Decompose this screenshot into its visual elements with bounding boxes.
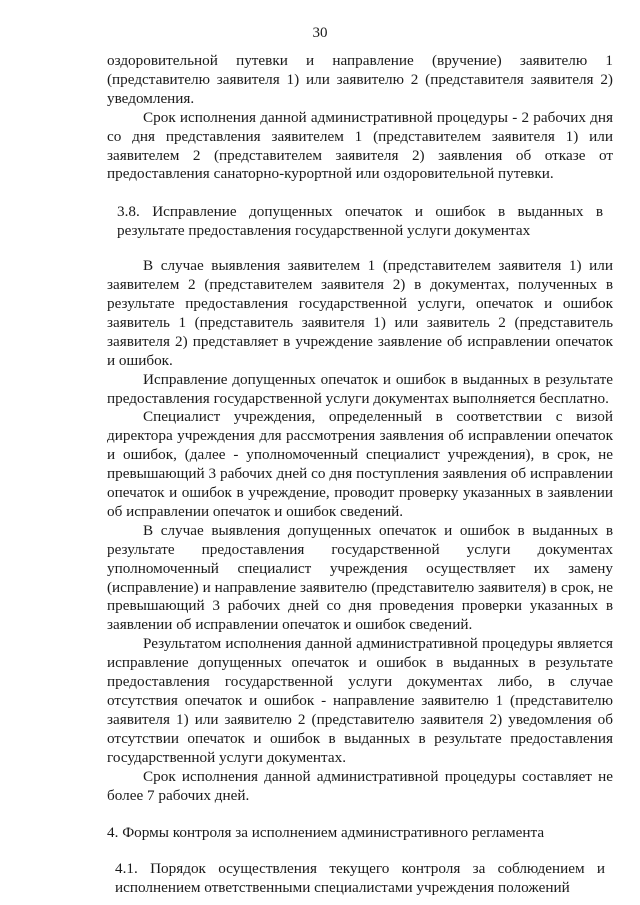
paragraph-free-correction: Исправление допущенных опечаток и ошибок в выданных в результате предоставления государственной услуги документах выполняется бесплатно. [107, 370, 613, 407]
document-body [107, 52, 613, 898]
section-heading-4: 4. Формы контроля за исполнением административного регламента [107, 824, 545, 842]
paragraph-continuation: оздоровительной путевки и направление (вручение) заявителю 1 (представителю заявителя 1) или заявителю 2 (представителя заявителя 2) уведомления. [107, 52, 613, 107]
paragraph-replacement: В случае выявления допущенных опечаток и ошибок в выданных в результате предоставления государственной услуги документах уполномоченный специалист учреждения осуществляет их замену (исправление) и направление заявителю (представителю заявителя) в срок, не превышающий 3 рабочих дней со дня проведения проверки указанных в заявлении об исправлении опечаток и ошибок сведений. [107, 521, 613, 634]
paragraph-deadline-7-days: Срок исполнения данной административной процедуры составляет не более 7 рабочих дней. [107, 767, 613, 804]
paragraph-deadline-2-days: Срок исполнения данной административной процедуры - 2 рабочих дня со дня представления заявителем 1 (представителем заявителя 1) или заявителем 2 (представителем заявителя 2) заявления об отказе от предоставления санаторно-курортной или оздоровительной путевки. [107, 108, 613, 183]
section-heading-3-8: 3.8. Исправление допущенных опечаток и ошибок в выданных в результате предоставления государственной услуги документах [117, 203, 603, 240]
paragraph-specialist-review: Специалист учреждения, определенный в соответствии с визой директора учреждения для рассмотрения заявления об исправлении опечаток и ошибок, (далее - уполномоченный специалист учреждения), в срок, не превышающий 3 рабочих дней со дня поступления заявления об исправлении опечаток и ошибок в учреждение, проводит проверку указанных в заявлении об исправлении опечаток и ошибок сведений. [107, 408, 613, 520]
paragraph-error-detection: В случае выявления заявителем 1 (представителем заявителя 1) или заявителем 2 (представителем заявителя 2) в документах, полученных в результате предоставления государственной услуги, опечаток и ошибок заявитель 1 (представитель заявителя 1) или заявитель 2 (представитель заявителя 2) представляет в учреждение заявление об исправлении опечаток и ошибок. [107, 257, 613, 369]
paragraph-procedure-result: Результатом исполнения данной административной процедуры является исправление допущенных опечаток и ошибок в выданных в результате предоставления государственной услуги документах либо, в случае отсутствия опечаток и ошибок - направление заявителю 1 (представителю заявителя 1) или заявителю 2 (представителю заявителя 2) уведомления об отсутствии опечаток и ошибок в выданных в результате предоставления государственной услуги документах. [107, 635, 613, 766]
section-heading-4-1: 4.1. Порядок осуществления текущего контроля за соблюдением и исполнением ответственными специалистами учреждения положений [115, 860, 605, 897]
page-number: 30 [312, 25, 328, 41]
